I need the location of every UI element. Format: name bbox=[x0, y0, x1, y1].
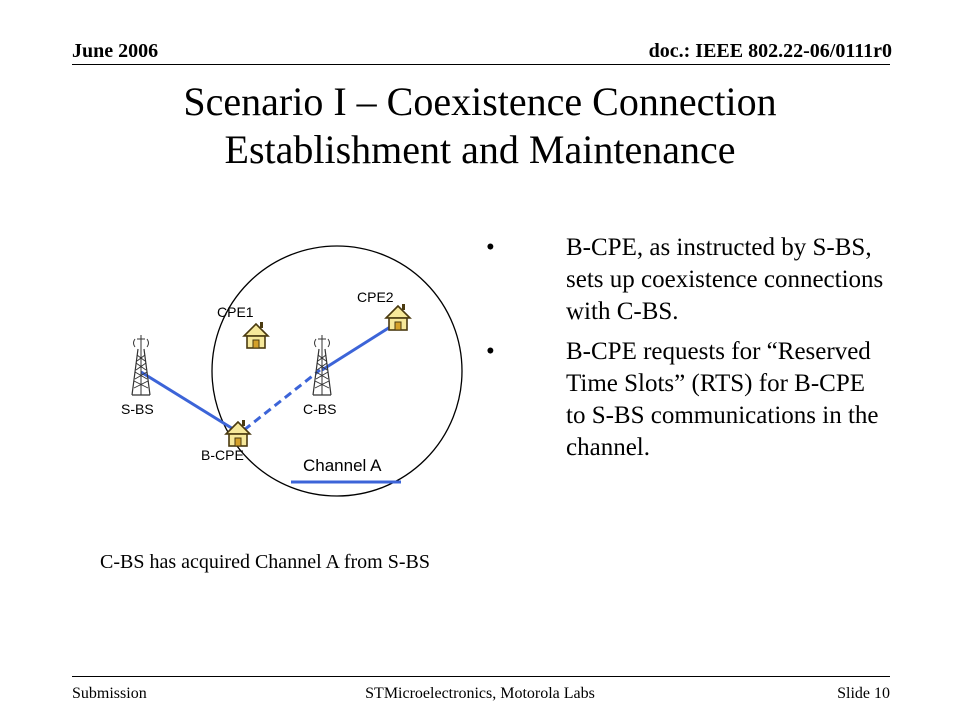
footer-rule bbox=[72, 676, 890, 677]
bullet-item bbox=[486, 232, 886, 328]
channel-label: Channel A bbox=[303, 456, 382, 475]
footer-submission: Submission bbox=[72, 685, 147, 702]
link-bcpe-cbs bbox=[244, 370, 320, 430]
cpe2-label: CPE2 bbox=[357, 289, 394, 305]
slide-title: Scenario I – Coexistence Connection Establishment and Maintenance bbox=[183, 79, 777, 172]
link-sbs-bcpe bbox=[141, 372, 238, 432]
network-diagram bbox=[0, 200, 480, 540]
b-cpe-label: B-CPE bbox=[201, 447, 244, 463]
c-bs-label: C-BS bbox=[303, 401, 337, 417]
bullet-text: B-CPE requests for “Reserved Time Slots” (RTS) for B-CPE to S-BS communications in the channel. bbox=[566, 338, 879, 461]
s-bs-tower-icon bbox=[132, 335, 150, 395]
bullet-dot-icon: • bbox=[486, 234, 495, 261]
diagram-caption: C-BS has acquired Channel A from S-BS bbox=[100, 551, 430, 573]
header-doc-id: doc.: IEEE 802.22-06/0111r0 bbox=[648, 40, 892, 62]
bullet-list bbox=[486, 232, 886, 472]
bullet-text: B-CPE, as instructed by S-BS, sets up coexistence connections with C-BS. bbox=[566, 234, 884, 325]
cpe1-house-icon bbox=[244, 322, 268, 348]
link-cbs-cpe2 bbox=[322, 322, 398, 370]
b-cpe-house-icon bbox=[226, 420, 250, 446]
header-rule bbox=[72, 64, 890, 65]
s-bs-label: S-BS bbox=[121, 401, 154, 417]
cpe2-house-icon bbox=[386, 304, 410, 330]
slide-number: Slide 10 bbox=[837, 685, 890, 702]
footer-authors: STMicroelectronics, Motorola Labs bbox=[365, 685, 595, 702]
bullet-item bbox=[486, 336, 886, 464]
header-date: June 2006 bbox=[72, 40, 159, 62]
bullet-dot-icon: • bbox=[486, 338, 495, 365]
cpe1-label: CPE1 bbox=[217, 304, 254, 320]
